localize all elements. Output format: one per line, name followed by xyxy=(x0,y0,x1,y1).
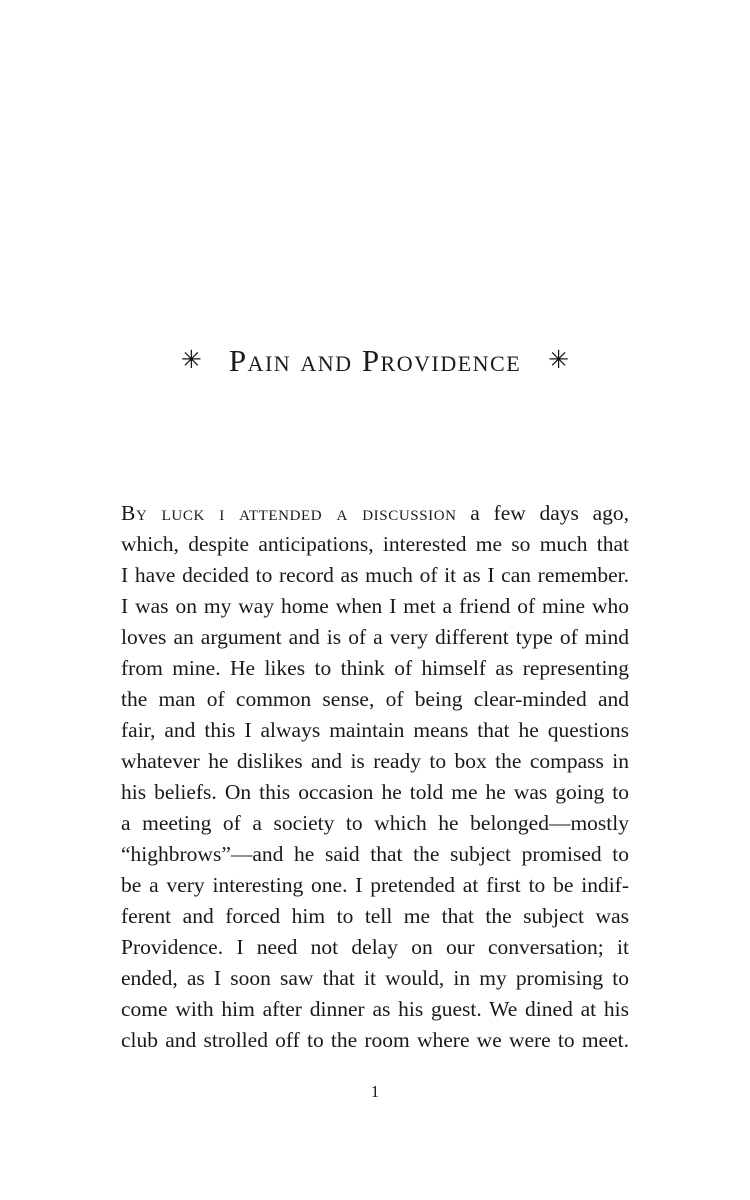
text-line: “highbrows”—and he said that the subject promised to xyxy=(121,842,629,866)
text-line: I have decided to record as much of it as I can remember. xyxy=(121,563,629,587)
text-line-rest: a few days ago, xyxy=(456,501,629,525)
text-line: which, despite anticipations, interested me so much that xyxy=(121,532,629,556)
eight-spoke-asterisk-icon: ✳ xyxy=(548,345,570,374)
text-line: fair, and this I always maintain means that he questions xyxy=(121,718,629,742)
text-line: whatever he dislikes and is ready to box the compass in xyxy=(121,749,629,773)
text-line: come with him after dinner as his guest. We dined at his xyxy=(121,997,629,1021)
text-line: Providence. I need not delay on our conversation; it xyxy=(121,935,629,959)
text-line: be a very interesting one. I pretended at first to be indif- xyxy=(121,873,629,897)
text-line: his beliefs. On this occasion he told me he was going to xyxy=(121,780,629,804)
text-line: ended, as I soon saw that it would, in my promising to xyxy=(121,966,629,990)
body-paragraph xyxy=(121,498,629,1056)
chapter-title: Pain and Providence xyxy=(228,343,522,378)
text-line: a meeting of a society to which he belonged—mostly xyxy=(121,811,629,835)
text-line: the man of common sense, of being clear-minded and xyxy=(121,687,629,711)
text-line: I was on my way home when I met a friend of mine who xyxy=(121,594,629,618)
text-line: loves an argument and is of a very different type of mind xyxy=(121,625,629,649)
text-line: ferent and forced him to tell me that the subject was xyxy=(121,904,629,928)
page-number: 1 xyxy=(370,1082,380,1101)
eight-spoke-asterisk-icon: ✳ xyxy=(180,345,202,374)
chapter-title-row xyxy=(0,0,750,381)
text-line xyxy=(121,498,629,529)
small-caps-lead-in: By luck i attended a discussion xyxy=(121,501,457,525)
text-line: club and strolled off to the room where we were to meet. xyxy=(121,1028,629,1052)
text-line: from mine. He likes to think of himself as representing xyxy=(121,656,629,680)
